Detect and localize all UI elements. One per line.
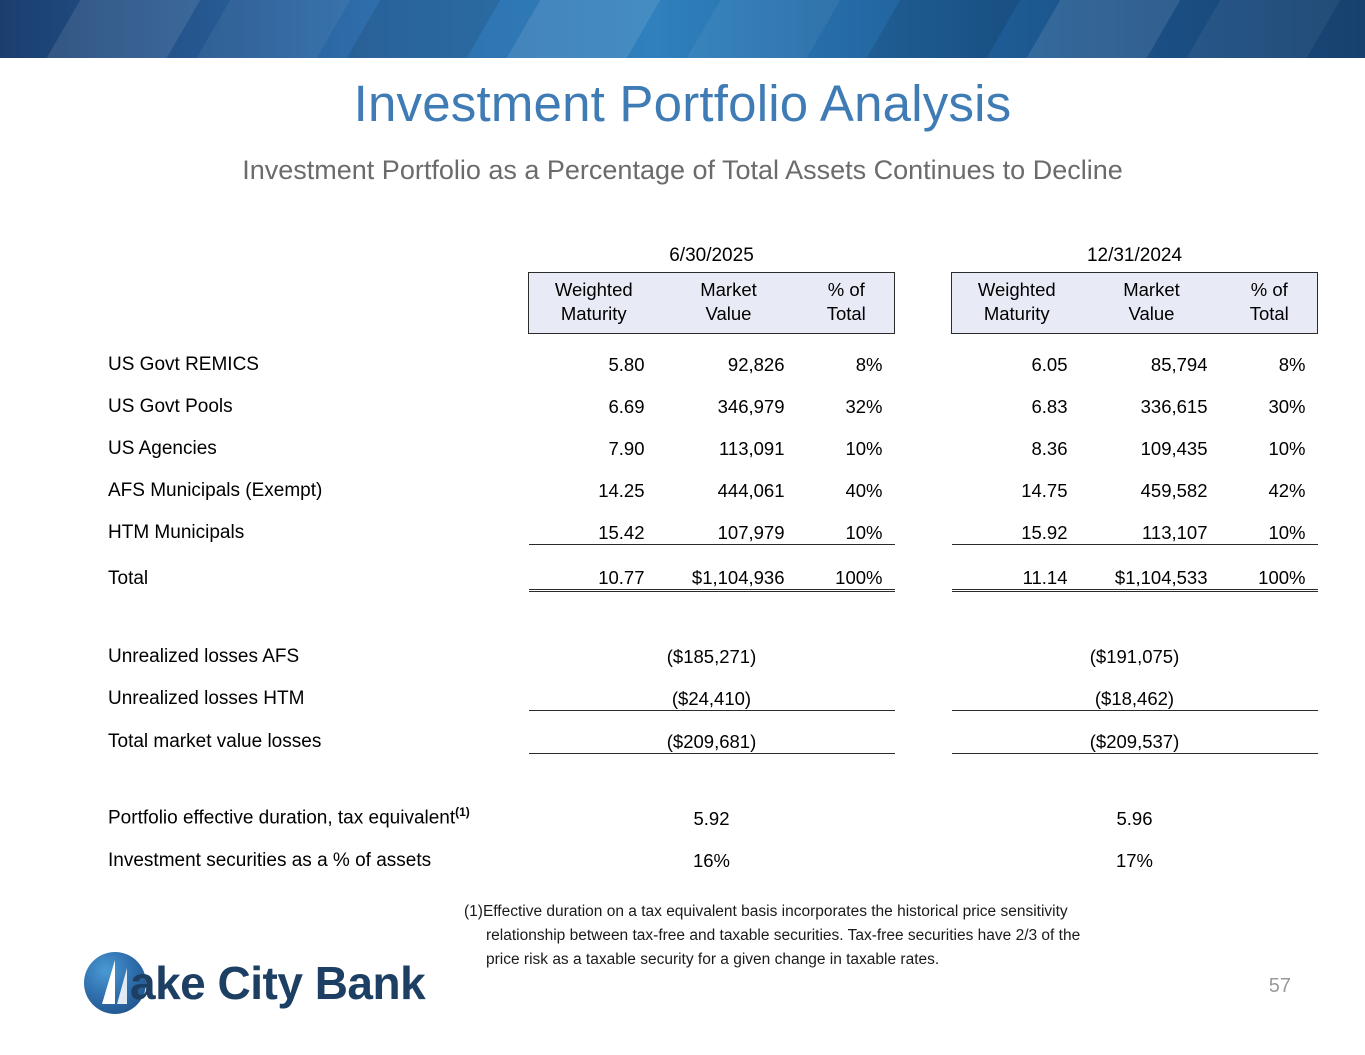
- table-row-total-losses: [108, 710, 1318, 753]
- footnote-line-3: price risk as a taxable security for a given change in taxable rates.: [486, 951, 940, 969]
- page-title: Investment Portfolio Analysis: [353, 75, 1012, 132]
- row-value-p1: 444,061: [717, 479, 785, 501]
- banner-stripe: [22, 0, 217, 58]
- column-gap: [895, 273, 952, 334]
- row-pct-p1: 10%: [845, 437, 883, 459]
- row-pct-p2: 10%: [1268, 437, 1306, 459]
- table-row-losses-afs: [108, 626, 1318, 668]
- header-market-value-2: [1082, 273, 1222, 334]
- losses-htm-p1: ($24,410): [529, 668, 895, 711]
- total-pct-p2: 100%: [1222, 544, 1318, 590]
- row-pct-p2: 30%: [1268, 395, 1306, 417]
- row-pct-p2: 42%: [1268, 479, 1306, 501]
- row-label-duration: [108, 788, 529, 830]
- column-gap: [895, 710, 952, 753]
- duration-p1: 5.92: [693, 807, 730, 829]
- row-maturity-p1: 14.25: [598, 479, 645, 501]
- column-gap: [895, 788, 952, 830]
- row-pct-p2: 10%: [1268, 521, 1306, 543]
- row-maturity-p1: 5.80: [608, 353, 645, 375]
- footnote-block: [464, 900, 1224, 972]
- column-gap: [895, 460, 952, 502]
- period-header-2: 12/31/2024: [1086, 245, 1183, 266]
- table-row: [108, 376, 1318, 418]
- row-pct-p1: 40%: [845, 479, 883, 501]
- table-row-losses-htm: [108, 668, 1318, 711]
- row-value-p2: 85,794: [1150, 353, 1208, 375]
- banner-stripe: [662, 0, 857, 58]
- column-gap: [895, 544, 952, 590]
- footnote-marker: (1): [455, 805, 470, 820]
- row-maturity-p2: 14.75: [1021, 479, 1068, 501]
- spacer: [108, 590, 1318, 626]
- row-value-p1: 92,826: [727, 353, 785, 375]
- row-maturity-p1: 7.90: [608, 437, 645, 459]
- table-row: [108, 418, 1318, 460]
- banner-stripe: [1002, 0, 1197, 58]
- column-gap: [895, 502, 952, 545]
- header-line1: Market: [1123, 279, 1180, 300]
- spacer: [108, 753, 1318, 788]
- row-label: Unrealized losses AFS: [108, 645, 300, 667]
- header-line2: Value: [1128, 303, 1175, 325]
- row-pct-p1: 8%: [855, 353, 883, 375]
- table-row-duration: [108, 788, 1318, 830]
- row-maturity-p2: 8.36: [1031, 437, 1068, 459]
- header-line2: Total: [1249, 303, 1289, 325]
- banner-stripe: [1162, 0, 1357, 58]
- table-total-row: [108, 544, 1318, 590]
- row-value-p2: 336,615: [1140, 395, 1208, 417]
- row-value-p2: 109,435: [1140, 437, 1208, 459]
- footnote-line-1: (1)Effective duration on a tax equivalent basis incorporates the historical price sensitivity: [464, 903, 1068, 920]
- row-label: Unrealized losses HTM: [108, 688, 305, 710]
- footnote-line-2: relationship between tax-free and taxable securities. Tax-free securities have 2/3 of the: [486, 927, 1081, 945]
- banner-stripe: [842, 0, 1037, 58]
- header-weighted-maturity-1: [529, 273, 659, 334]
- column-gap: [895, 333, 952, 376]
- row-maturity-p2: 6.05: [1031, 353, 1068, 375]
- row-label-securities: Investment securities as a % of assets: [108, 849, 432, 871]
- row-label: US Govt Pools: [108, 395, 233, 417]
- header-line1: Weighted: [977, 279, 1056, 300]
- investment-portfolio-table: [108, 245, 1318, 872]
- decorative-top-banner: [0, 0, 1365, 58]
- securities-pct-p1: 16%: [692, 849, 731, 871]
- row-label: US Govt REMICS: [108, 353, 259, 375]
- logo-wordmark: ake City Bank: [130, 957, 426, 1009]
- header-line2: Maturity: [983, 303, 1050, 325]
- empty-corner: [108, 245, 529, 273]
- total-label: Total: [108, 568, 149, 590]
- securities-pct-p2: 17%: [1115, 849, 1154, 871]
- row-pct-p2: 8%: [1278, 353, 1306, 375]
- column-gap: [895, 668, 952, 711]
- table-row-securities-pct: [108, 830, 1318, 872]
- total-value-p2: $1,104,533: [1082, 544, 1222, 590]
- header-line2: Total: [826, 303, 866, 325]
- empty-corner-2: [108, 273, 529, 334]
- banner-stripe: [172, 0, 367, 58]
- banner-stripe: [482, 0, 677, 58]
- table-row: [108, 502, 1318, 545]
- total-losses-p2: ($209,537): [952, 710, 1318, 753]
- header-market-value-1: [659, 273, 799, 334]
- period-header-row: [108, 245, 1318, 273]
- row-value-p1: 113,091: [719, 437, 785, 459]
- total-pct-p1: 100%: [799, 544, 895, 590]
- total-maturity-p2: 11.14: [952, 544, 1082, 590]
- total-maturity-p1: 10.77: [529, 544, 659, 590]
- header-line2: Value: [705, 303, 752, 325]
- logo-sail-icon: [102, 960, 115, 1004]
- row-pct-p1: 10%: [845, 521, 883, 543]
- header-line1: % of: [827, 279, 865, 300]
- losses-htm-p2: ($18,462): [952, 668, 1318, 711]
- row-maturity-p1: 15.42: [598, 521, 645, 543]
- row-maturity-p2: 6.83: [1031, 395, 1068, 417]
- row-label: Total market value losses: [108, 731, 322, 753]
- column-gap: [895, 626, 952, 668]
- row-value-p1: 346,979: [717, 395, 785, 417]
- header-pct-total-2: [1222, 273, 1318, 334]
- total-losses-p1: ($209,681): [529, 710, 895, 753]
- banner-stripe: [322, 0, 517, 58]
- losses-afs-p2: ($191,075): [1089, 645, 1180, 667]
- row-value-p1: 107,979: [717, 521, 785, 543]
- row-maturity-p1: 6.69: [608, 395, 645, 417]
- column-header-row: [108, 273, 1318, 334]
- column-gap: [895, 418, 952, 460]
- period-header-1: 6/30/2025: [669, 245, 754, 266]
- row-label: HTM Municipals: [108, 522, 245, 544]
- row-pct-p1: 32%: [845, 395, 883, 417]
- logo-sail-secondary-icon: [117, 968, 127, 1004]
- header-line1: Weighted: [554, 279, 633, 300]
- total-value-p1: $1,104,936: [659, 544, 799, 590]
- header-line2: Maturity: [560, 303, 627, 325]
- row-value-p2: 459,582: [1140, 479, 1208, 501]
- lake-city-bank-logo: [84, 952, 424, 1016]
- row-value-p2: 113,107: [1142, 521, 1208, 543]
- page-subtitle: Investment Portfolio as a Percentage of Total Assets Continues to Decline: [242, 155, 1123, 185]
- column-gap: [895, 245, 952, 273]
- losses-afs-p1: ($185,271): [666, 645, 757, 667]
- row-label: AFS Municipals (Exempt): [108, 479, 323, 501]
- table-row: [108, 460, 1318, 502]
- header-line1: Market: [700, 279, 757, 300]
- portfolio-table-container: [0, 245, 1365, 872]
- duration-label-text: Portfolio effective duration, tax equivalent: [108, 807, 456, 829]
- column-gap: [895, 376, 952, 418]
- header-line1: % of: [1250, 279, 1288, 300]
- duration-p2: 5.96: [1116, 807, 1153, 829]
- page-number: 57: [1268, 975, 1291, 997]
- header-weighted-maturity-2: [952, 273, 1082, 334]
- row-maturity-p2: 15.92: [1021, 521, 1068, 543]
- column-gap: [895, 830, 952, 872]
- table-row: [108, 333, 1318, 376]
- row-label: US Agencies: [108, 437, 217, 459]
- header-pct-total-1: [799, 273, 895, 334]
